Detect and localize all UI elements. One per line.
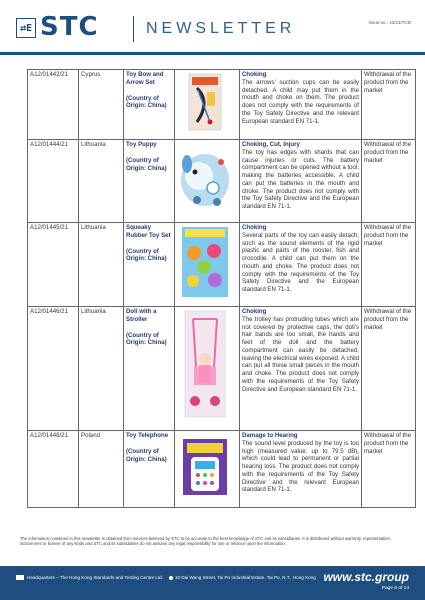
- product-cell: [124, 223, 175, 307]
- risk-description: Several parts of the toy can easily detach, such as the sound elements of the rigid plastic and parts of the rooster, fish and crocodile. A child can put them on the mouth and choke. The product does not comply with the requirements of the Toy Safety Directive and the European standard EN 71-1.: [242, 231, 359, 293]
- table-row: [28, 140, 416, 223]
- doll-stroller-photo: [177, 309, 233, 421]
- location-pin-icon: [169, 576, 173, 580]
- newsletter-title: NEWSLETTER: [146, 20, 296, 37]
- issue-number: Issue no.: 43/21/TCD: [368, 20, 411, 25]
- risk-cell: [240, 140, 362, 223]
- risk-description: The toy has edges with shards that can cause injuries or cuts. The battery compartment can be opened without a tool, making the batteries accessible. A child can put the batteries in the mouth and choke. The product does not comply with the Toy Safety Directive and the European standard EN 71-1.: [242, 148, 359, 210]
- country: Lithuania: [79, 140, 124, 223]
- product-image-cell: [175, 70, 240, 140]
- product-image-cell: [175, 431, 240, 508]
- header-divider: [133, 16, 134, 42]
- risk-description: The trolley has protruding tubes which are not covered by protective caps, the doll's hair bands are too small, the hands and feet of the doll and the battery compartment can easily be detached, leaving the electrical wires exposed. A child can put all these small pieces in the mouth and choke. The product does not comply with the requirements of the Toy Safety Directive and European standard EN 71-1.: [242, 315, 359, 393]
- country: Poland: [79, 431, 124, 508]
- table-row: [28, 70, 416, 140]
- table-row: [28, 431, 416, 508]
- product-cell: [124, 431, 175, 508]
- headquarters-line: [16, 575, 316, 580]
- brand-logo-text: STC: [40, 12, 99, 42]
- product-name: Doll with a Stroller: [126, 308, 157, 323]
- product-cell: [124, 307, 175, 431]
- building-icon: [16, 575, 24, 580]
- product-image-cell: [175, 223, 240, 307]
- risk-type: Choking: [242, 71, 267, 78]
- country-of-origin: (Country of Origin: China): [126, 156, 167, 172]
- country-of-origin: (Country of Origin: China): [126, 94, 167, 110]
- page-header: [0, 0, 425, 58]
- notification-number: A12/01448/21: [28, 431, 79, 508]
- stc-logo-icon: ⇄E: [16, 18, 36, 38]
- measures-taken: Withdrawal of the product from the market: [362, 70, 416, 140]
- risk-type: Damage to Hearing: [242, 432, 298, 439]
- product-name: Toy Puppy: [126, 141, 157, 148]
- notification-number: A12/01446/21: [28, 307, 79, 431]
- website-link[interactable]: www.stc.group: [323, 570, 409, 584]
- header-rule: [0, 52, 425, 55]
- product-name: Toy Telephone: [126, 432, 169, 439]
- country: Lithuania: [79, 307, 124, 431]
- country: Lithuania: [79, 223, 124, 307]
- product-name: Squeaky Rubber Toy Set: [126, 224, 171, 239]
- measures-taken: Withdrawal of the product from the market: [362, 140, 416, 223]
- risk-type: Choking: [242, 308, 267, 315]
- disclaimer-text: The information contained in this newsletter is obtained from sources believed by STC to be accurate to the best knowledge of STC and its subsidiaries. It is distributed without warranty, representation, inducement or license of any kinds and STC and its subsidiaries do not assume any legal responsibility for use or reliance upon the information.: [20, 536, 391, 547]
- risk-description: The arrows' suction cups can be easily detached. A child may put them in the mouth and choke on them. The product does not comply with the requirements of the Toy Safety Directive and the relevant European standard EN 71-1.: [242, 78, 359, 125]
- risk-cell: [240, 431, 362, 508]
- product-cell: [124, 70, 175, 140]
- measures-taken: Withdrawal of the product from the market: [362, 307, 416, 431]
- product-image-cell: [175, 307, 240, 431]
- page-number: Page 6 of 14: [381, 586, 409, 591]
- notification-number: A12/01442/21: [28, 70, 79, 140]
- toy-puppy-photo: [177, 142, 233, 214]
- table-row: [28, 223, 416, 307]
- country-of-origin: (Country of Origin: China): [126, 247, 167, 263]
- bow-and-arrow-toy-photo: [177, 72, 233, 132]
- measures-taken: Withdrawal of the product from the market: [362, 431, 416, 508]
- country-of-origin: (Country of Origin: China): [126, 447, 167, 463]
- measures-taken: Withdrawal of the product from the market: [362, 223, 416, 307]
- product-name: Toy Bow and Arrow Set: [126, 71, 164, 86]
- headquarters-label: Headquarters – The Hong Kong Standards and Testing Centre Ltd.: [27, 575, 163, 580]
- risk-cell: [240, 223, 362, 307]
- rubber-toy-set-photo: [177, 225, 233, 299]
- toy-telephone-photo: [177, 433, 233, 499]
- table-row: [28, 307, 416, 431]
- notification-number: A12/01444/21: [28, 140, 79, 223]
- product-cell: [124, 140, 175, 223]
- notification-number: A12/01445/21: [28, 223, 79, 307]
- country: Cyprus: [79, 70, 124, 140]
- country-of-origin: (Country of Origin: China): [126, 331, 167, 347]
- risk-cell: [240, 307, 362, 431]
- risk-type: Choking: [242, 224, 267, 231]
- recall-table: [27, 69, 416, 508]
- risk-type: Choking, Cut, Injury: [242, 141, 300, 148]
- product-image-cell: [175, 140, 240, 223]
- risk-cell: [240, 70, 362, 140]
- address: 10 Dai Wang Street, Tai Po Industrial Estate, Tai Po, N.T., Hong Kong: [174, 575, 316, 580]
- risk-description: The sound level produced by the toy is too high (measured value: up to 79.5 dB), which could lead to permanent or partial hearing loss. The product does not comply with the requirements of the Toy Safety Directive and the relevant European standard EN 71-1.: [242, 439, 359, 494]
